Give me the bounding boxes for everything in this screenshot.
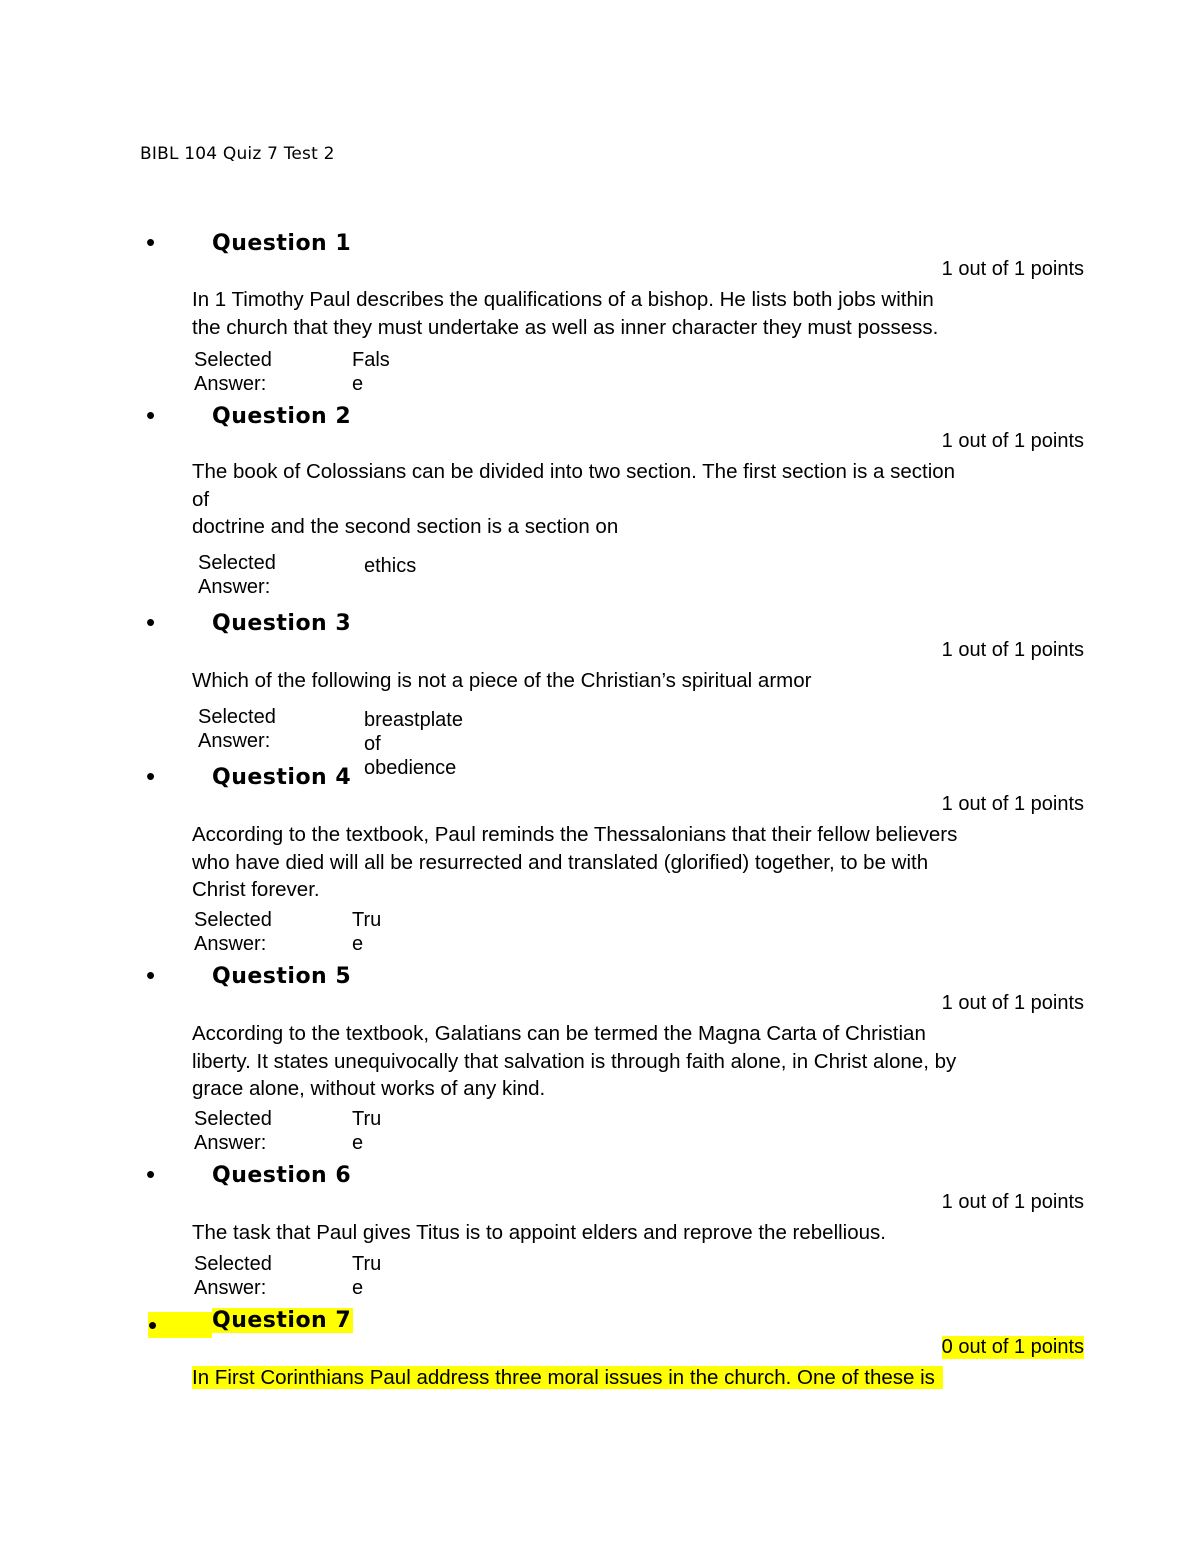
question-text-line: the church that they must undertake as well as inner character they must possess. — [192, 315, 939, 339]
question-text — [192, 1364, 1092, 1392]
question-text-line: The book of Colossians can be divided into two section. The first section is a section — [192, 460, 956, 483]
question-text-line: doctrine and the second section is a section on — [192, 515, 619, 538]
question-heading: Question 2 — [212, 404, 352, 429]
bullet-icon: • — [146, 227, 156, 257]
answer-value: ethics — [364, 555, 417, 577]
question-text-line: According to the textbook, Paul reminds the Thessalonians that their fellow believers — [192, 823, 958, 846]
question-text — [192, 821, 1092, 904]
selected-label: Selected — [194, 1108, 272, 1130]
answer-value: Tru e — [352, 909, 382, 955]
question-text — [192, 1020, 1092, 1103]
bullet-icon: • — [146, 400, 156, 430]
answer-value: Tru e — [352, 1253, 382, 1299]
document-title: BIBL 104 Quiz 7 Test 2 — [140, 144, 335, 164]
selected-label: Selected — [194, 1253, 272, 1275]
bullet-icon: • — [146, 607, 156, 637]
selected-label: Selected — [194, 349, 272, 371]
question-points: 1 out of 1 points — [941, 992, 1084, 1014]
answer-value: breastplate of obedience — [364, 709, 463, 779]
answer-label: Answer: — [194, 933, 267, 955]
question-text-line: In 1 Timothy Paul describes the qualifications of a bishop. He lists both jobs within — [192, 288, 934, 311]
question-heading: Question 4 — [212, 765, 352, 790]
question-heading: Question 3 — [212, 611, 352, 636]
question-text — [192, 667, 1092, 695]
question-heading: Question 1 — [212, 231, 352, 256]
question-points: 1 out of 1 points — [941, 258, 1084, 280]
question-text — [192, 458, 1092, 541]
selected-label: Selected — [198, 552, 276, 574]
question-points: 0 out of 1 points — [941, 1336, 1084, 1358]
question-text — [192, 1219, 1092, 1247]
answer-label: Answer: — [198, 576, 271, 598]
bullet-icon: • — [148, 1312, 212, 1338]
question-points: 1 out of 1 points — [941, 430, 1084, 452]
question-text-line: Which of the following is not a piece of the Christian’s spiritual armor — [192, 669, 812, 692]
question-heading: Question 5 — [212, 964, 352, 989]
question-points: 1 out of 1 points — [941, 1191, 1084, 1213]
bullet-icon: • — [146, 761, 156, 791]
question-text-line: The task that Paul gives Titus is to appoint elders and reprove the rebellious. — [192, 1221, 886, 1244]
bullet-icon: • — [146, 1159, 156, 1189]
answer-label: Answer: — [194, 1132, 267, 1154]
question-heading: Question 6 — [212, 1163, 352, 1188]
selected-label: Selected — [198, 706, 276, 728]
question-text-line: According to the textbook, Galatians can be termed the Magna Carta of Christian — [192, 1022, 926, 1045]
bullet-icon: • — [146, 960, 156, 990]
question-points: 1 out of 1 points — [941, 793, 1084, 815]
question-text-line: grace alone, without works of any kind. — [192, 1077, 546, 1100]
question-text-line: who have died will all be resurrected and translated (glorified) together, to be with — [192, 850, 929, 874]
answer-value: Tru e — [352, 1108, 382, 1154]
answer-label: Answer: — [194, 1277, 267, 1299]
question-text — [192, 286, 1092, 341]
question-points: 1 out of 1 points — [941, 639, 1084, 661]
question-text-line: of — [192, 487, 210, 511]
question-heading: Question 7 — [212, 1308, 352, 1333]
answer-label: Answer: — [194, 373, 267, 395]
selected-label: Selected — [194, 909, 272, 931]
answer-label: Answer: — [198, 730, 271, 752]
question-text-line: liberty. It states unequivocally that salvation is through faith alone, in Christ alone, by — [192, 1049, 957, 1073]
question-text-line: In First Corinthians Paul address three moral issues in the church. One of these is — [192, 1366, 943, 1389]
question-text-line: Christ forever. — [192, 878, 320, 901]
answer-value: Fals e — [352, 349, 390, 395]
